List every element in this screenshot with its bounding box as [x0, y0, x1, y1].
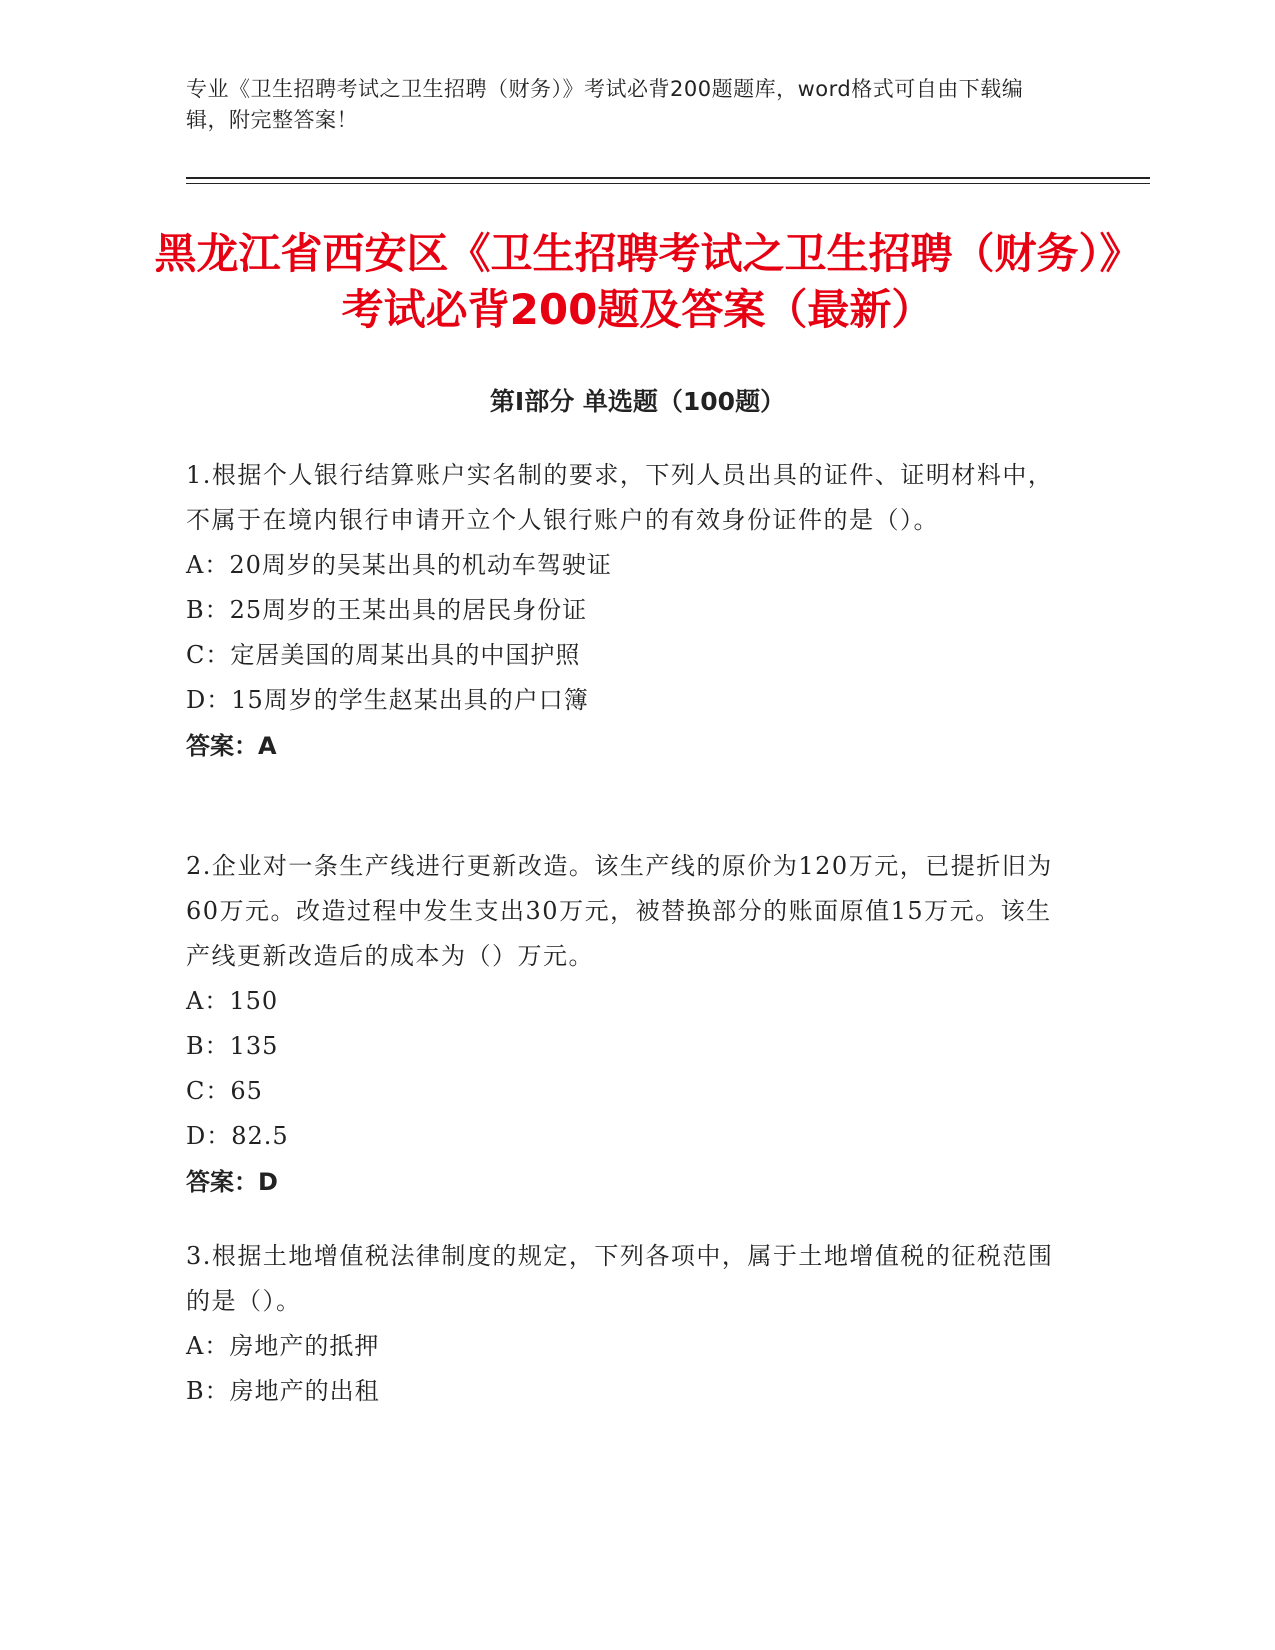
option-a: A：房地产的抵押 — [186, 1332, 380, 1360]
option-c: C：定居美国的周某出具的中国护照 — [186, 641, 581, 669]
option-d: D：15周岁的学生赵某出具的户口簿 — [186, 686, 589, 714]
header-divider-thin — [186, 183, 1150, 184]
question-2 — [186, 844, 1056, 1205]
header-divider-thick — [186, 177, 1150, 179]
option-d: D：82.5 — [186, 1122, 289, 1150]
option-a: A：150 — [186, 987, 279, 1015]
option-b: B：25周岁的王某出具的居民身份证 — [186, 596, 588, 624]
question-stem: 1.根据个人银行结算账户实名制的要求，下列人员出具的证件、证明材料中，不属于在境内银行申请开立个人银行账户的有效身份证件的是（）。 — [186, 461, 1054, 534]
option-a: A：20周岁的吴某出具的机动车驾驶证 — [186, 551, 612, 579]
question-stem: 3.根据土地增值税法律制度的规定，下列各项中，属于土地增值税的征税范围的是（）。 — [186, 1242, 1054, 1315]
answer-label: 答案：A — [186, 732, 277, 760]
question-stem: 2.企业对一条生产线进行更新改造。该生产线的原价为120万元，已提折旧为60万元。改造过程中发生支出30万元，被替换部分的账面原值15万元。该生产线更新改造后的成本为（）万元。 — [186, 852, 1053, 970]
question-3 — [186, 1234, 1056, 1414]
option-c: C：65 — [186, 1077, 263, 1105]
option-b: B：房地产的出租 — [186, 1377, 380, 1405]
header-note: 专业《卫生招聘考试之卫生招聘（财务）》考试必背200题题库，word格式可自由下载编辑，附完整答案！ — [186, 77, 1024, 132]
question-1 — [186, 453, 1056, 769]
section-heading: 第Ⅰ部分 单选题（100题） — [489, 387, 786, 416]
answer-label: 答案：D — [186, 1168, 278, 1196]
document-title: 黑龙江省西安区《卫生招聘考试之卫生招聘（财务）》考试必背200题及答案（最新） — [154, 229, 1121, 334]
option-b: B：135 — [186, 1032, 279, 1060]
